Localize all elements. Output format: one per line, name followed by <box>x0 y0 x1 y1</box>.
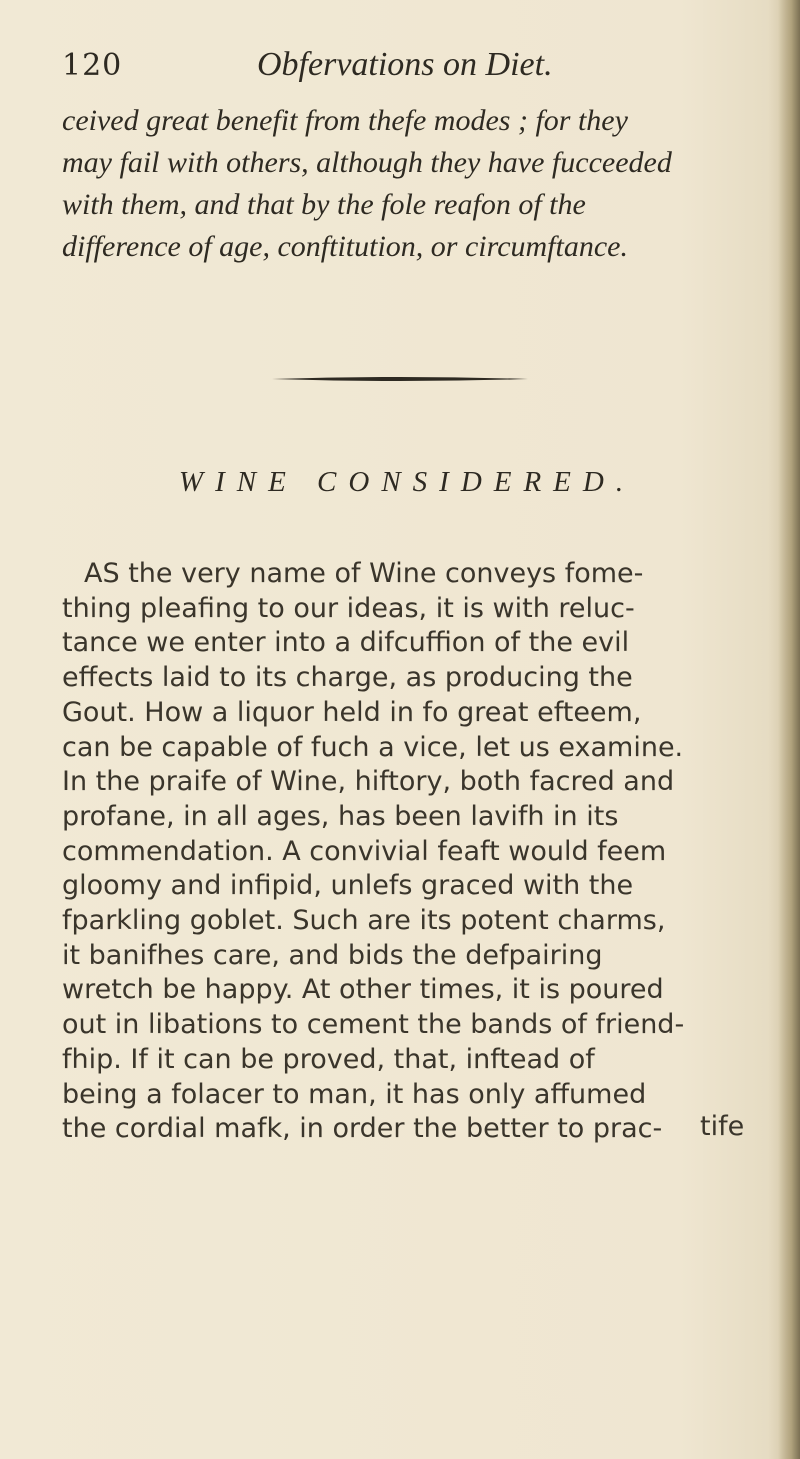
page-number: 120 <box>62 48 123 83</box>
text-line: out in libations to cement the bands of friend- <box>62 1009 685 1041</box>
text-line: may fail with others, although they have fucceeded <box>62 146 672 179</box>
text-line: profane, in all ages, has been lavifh in its <box>62 800 619 832</box>
text-line: AS the very name of Wine conveys fome- <box>84 558 644 589</box>
section-heading: WINE CONSIDERED. <box>178 466 636 498</box>
text-line: gloomy and infipid, unlefs graced with the <box>62 870 634 902</box>
section-divider-rule <box>270 376 530 382</box>
text-line: effects laid to its charge, as producing the <box>62 662 633 694</box>
body-paragraph <box>62 557 752 1147</box>
text-line: thing pleafing to our ideas, it is with reluc- <box>62 592 635 624</box>
text-line: wretch be happy. At other times, it is poured <box>62 974 664 1006</box>
text-line: can be capable of fuch a vice, let us examine. <box>62 731 684 763</box>
page-header <box>62 48 742 92</box>
text-line: it banifhes care, and bids the defpairing <box>62 939 603 971</box>
text-line: the cordial mafk, in order the better to prac- <box>62 1113 663 1145</box>
text-line: being a folacer to man, it has only affumed <box>62 1078 647 1110</box>
text-line: with them, and that by the fole reafon of the <box>62 188 586 221</box>
text-line: fhip. If it can be proved, that, inftead of <box>62 1043 595 1075</box>
catchword: tife <box>700 1111 745 1142</box>
text-line: Gout. How a liquor held in fo great efteem, <box>62 696 642 728</box>
text-line: commendation. A convivial feaft would feem <box>62 835 667 867</box>
text-line: difference of age, conftitution, or circumftance. <box>62 230 628 263</box>
text-line: fparkling goblet. Such are its potent charms, <box>62 905 666 937</box>
continued-paragraph <box>62 100 752 268</box>
text-line: In the praife of Wine, hiftory, both facred and <box>62 766 675 798</box>
running-title: Obfervations on Diet. <box>257 46 553 83</box>
text-line: tance we enter into a difcuffion of the evil <box>62 627 630 659</box>
text-line: ceived great benefit from thefe modes ; for they <box>62 104 628 137</box>
page-gutter-shadow <box>778 0 800 1459</box>
